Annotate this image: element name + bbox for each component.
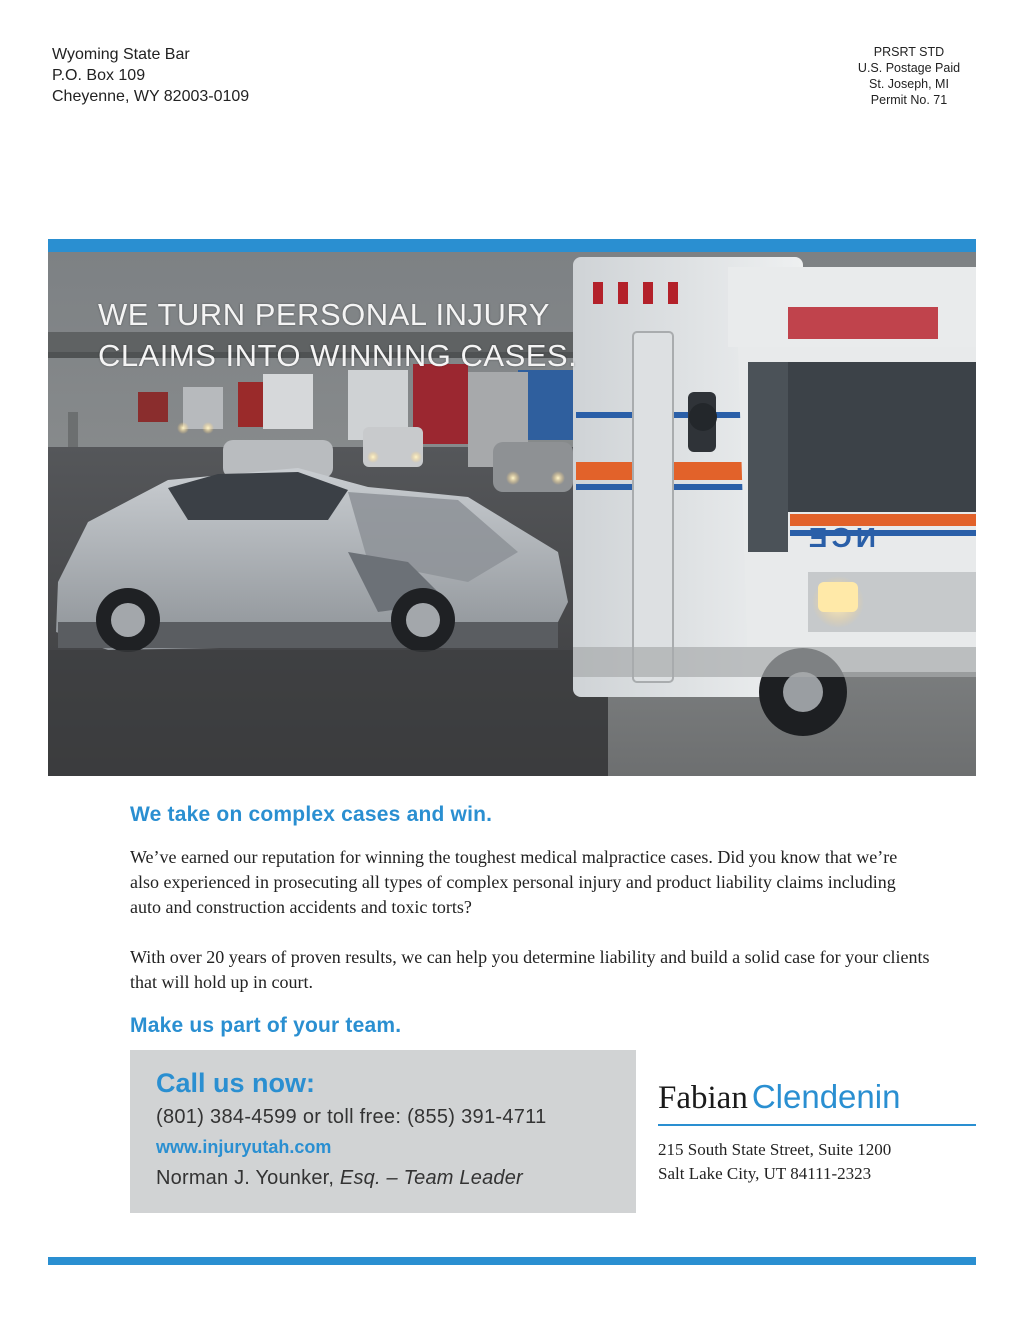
ambulance-lettering: NCE <box>804 522 876 553</box>
subhead-team: Make us part of your team. <box>130 1014 402 1037</box>
headline-line: CLAIMS INTO WINNING CASES. <box>98 338 578 373</box>
return-address-line: P.O. Box 109 <box>52 67 146 84</box>
paragraph-results: With over 20 years of proven results, we can help you determine liability and build a solid case for your clients that will hold up in court. <box>130 947 930 992</box>
return-address <box>52 44 249 107</box>
hero-image <box>48 252 976 776</box>
postage-indicia <box>844 44 974 108</box>
postage-line: Permit No. 71 <box>870 93 948 107</box>
firm-logo <box>658 1078 976 1117</box>
firm-address-line: 215 South State Street, Suite 1200 <box>658 1140 892 1159</box>
firm-address-line: Salt Lake City, UT 84111-2323 <box>658 1164 872 1183</box>
postage-line: PRSRT STD <box>873 45 945 59</box>
hero-headline <box>98 294 577 376</box>
phone-numbers[interactable]: (801) 384-4599 or toll free: (855) 391-4711 <box>156 1106 547 1128</box>
contact-title: Esq. – Team Leader <box>339 1167 523 1189</box>
headline-line: WE TURN PERSONAL INJURY <box>98 297 550 332</box>
bottom-accent-bar <box>48 1257 976 1265</box>
firm-divider <box>658 1124 976 1126</box>
call-title: Call us now: <box>156 1068 316 1098</box>
contact-person <box>156 1167 523 1190</box>
body-copy <box>130 803 930 1038</box>
top-accent-bar <box>48 239 976 252</box>
firm-block <box>658 1078 976 1186</box>
firm-name-first: Fabian <box>658 1080 748 1116</box>
postage-line: St. Joseph, MI <box>869 77 949 91</box>
firm-address <box>658 1138 976 1186</box>
call-box <box>130 1050 636 1213</box>
website-link[interactable]: www.injuryutah.com <box>156 1137 332 1157</box>
postage-line: U.S. Postage Paid <box>857 61 961 75</box>
firm-name-last: Clendenin <box>751 1078 901 1115</box>
subhead-complex-cases: We take on complex cases and win. <box>130 803 493 826</box>
contact-name: Norman J. Younker, <box>156 1167 340 1189</box>
return-address-line: Cheyenne, WY 82003-0109 <box>52 88 250 105</box>
return-address-line: Wyoming State Bar <box>52 46 190 63</box>
paragraph-reputation: We’ve earned our reputation for winning the toughest medical malpractice cases. Did you know that we’re also experienced in prosecuting all types of complex personal injury and product liability claims including auto and construction accidents and toxic torts? <box>130 847 898 917</box>
